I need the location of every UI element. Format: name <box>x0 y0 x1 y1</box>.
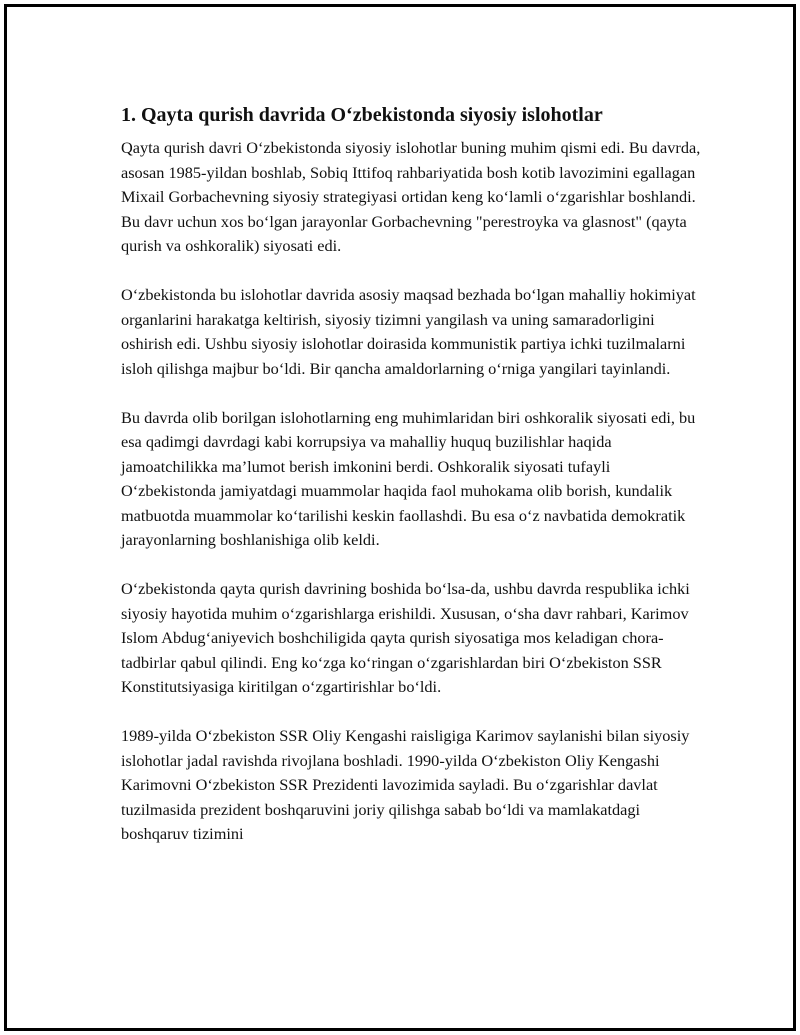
paragraph-4: O‘zbekistonda qayta qurish davrining boshida bo‘lsa-da, ushbu davrda respublika ichki siyosiy hayotida muhim o‘zgarishlarga erishildi. Xususan, o‘sha davr rahbari, Karimov Islom Abdug‘aniyevich boshchiligida qayta qurish siyosatiga mos keladigan chora-tadbirlar qabul qilindi. Eng ko‘zga ko‘ringan o‘zgarishlardan biri O‘zbekiston SSR Konstitutsiyasiga kiritilgan o‘zgartirishlar bo‘ldi. <box>121 579 690 696</box>
document-title: 1. Qayta qurish davrida O‘zbekistonda siyosiy islohotlar <box>121 104 603 126</box>
paragraph-1: Qayta qurish davri O‘zbekistonda siyosiy islohotlar buning muhim qismi edi. Bu davrda, asosan 1985-yildan boshlab, Sobiq Ittifoq rahbariyatida bosh kotib lavozimini egallagan Mixail Gorbachevning siyosiy strategiyasi ortidan keng ko‘lamli o‘zgarishlar boshlandi. Bu davr uchun xos bo‘lgan jarayonlar Gorbachevning "perestroyka va glasnost" (qayta qurish va oshkoralik) siyosati edi. <box>121 138 701 255</box>
page-frame <box>4 4 796 1031</box>
document-body <box>121 102 701 871</box>
paragraph-2: O‘zbekistonda bu islohotlar davrida asosiy maqsad bezhada bo‘lgan mahalliy hokimiyat organlarini harakatga keltirish, siyosiy tizimni yangilash va uning samaradorligini oshirish edi. Ushbu siyosiy islohotlar doirasida kommunistik partiya ichki tuzilmalarni isloh qilishga majbur bo‘ldi. Bir qancha amaldorlarning o‘rniga yangilari tayinlandi. <box>121 285 696 378</box>
paragraph-3: Bu davrda olib borilgan islohotlarning eng muhimlaridan biri oshkoralik siyosati edi, bu esa qadimgi davrdagi kabi korrupsiya va mahalliy huquq buzilishlar haqida jamoatchilikka ma’lumot berish imkonini berdi. Oshkoralik siyosati tufayli O‘zbekistonda jamiyatdagi muammolar haqida faol muhokama olib borish, kundalik matbuotda muammolar ko‘tarilishi keskin faollashdi. Bu esa o‘z navbatida demokratik jarayonlarning boshlanishiga olib keldi. <box>121 407 696 549</box>
paragraph-5: 1989-yilda O‘zbekiston SSR Oliy Kengashi raisligiga Karimov saylanishi bilan siyosiy islohotlar jadal ravishda rivojlana boshladi. 1990-yilda O‘zbekiston Oliy Kengashi Karimovni O‘zbekiston SSR Prezidenti lavozimida sayladi. Bu o‘zgarishlar davlat tuzilmasida prezident boshqaruvini joriy qilishga sabab bo‘ldi va mamlakatdagi boshqaruv tizimini <box>121 726 690 843</box>
